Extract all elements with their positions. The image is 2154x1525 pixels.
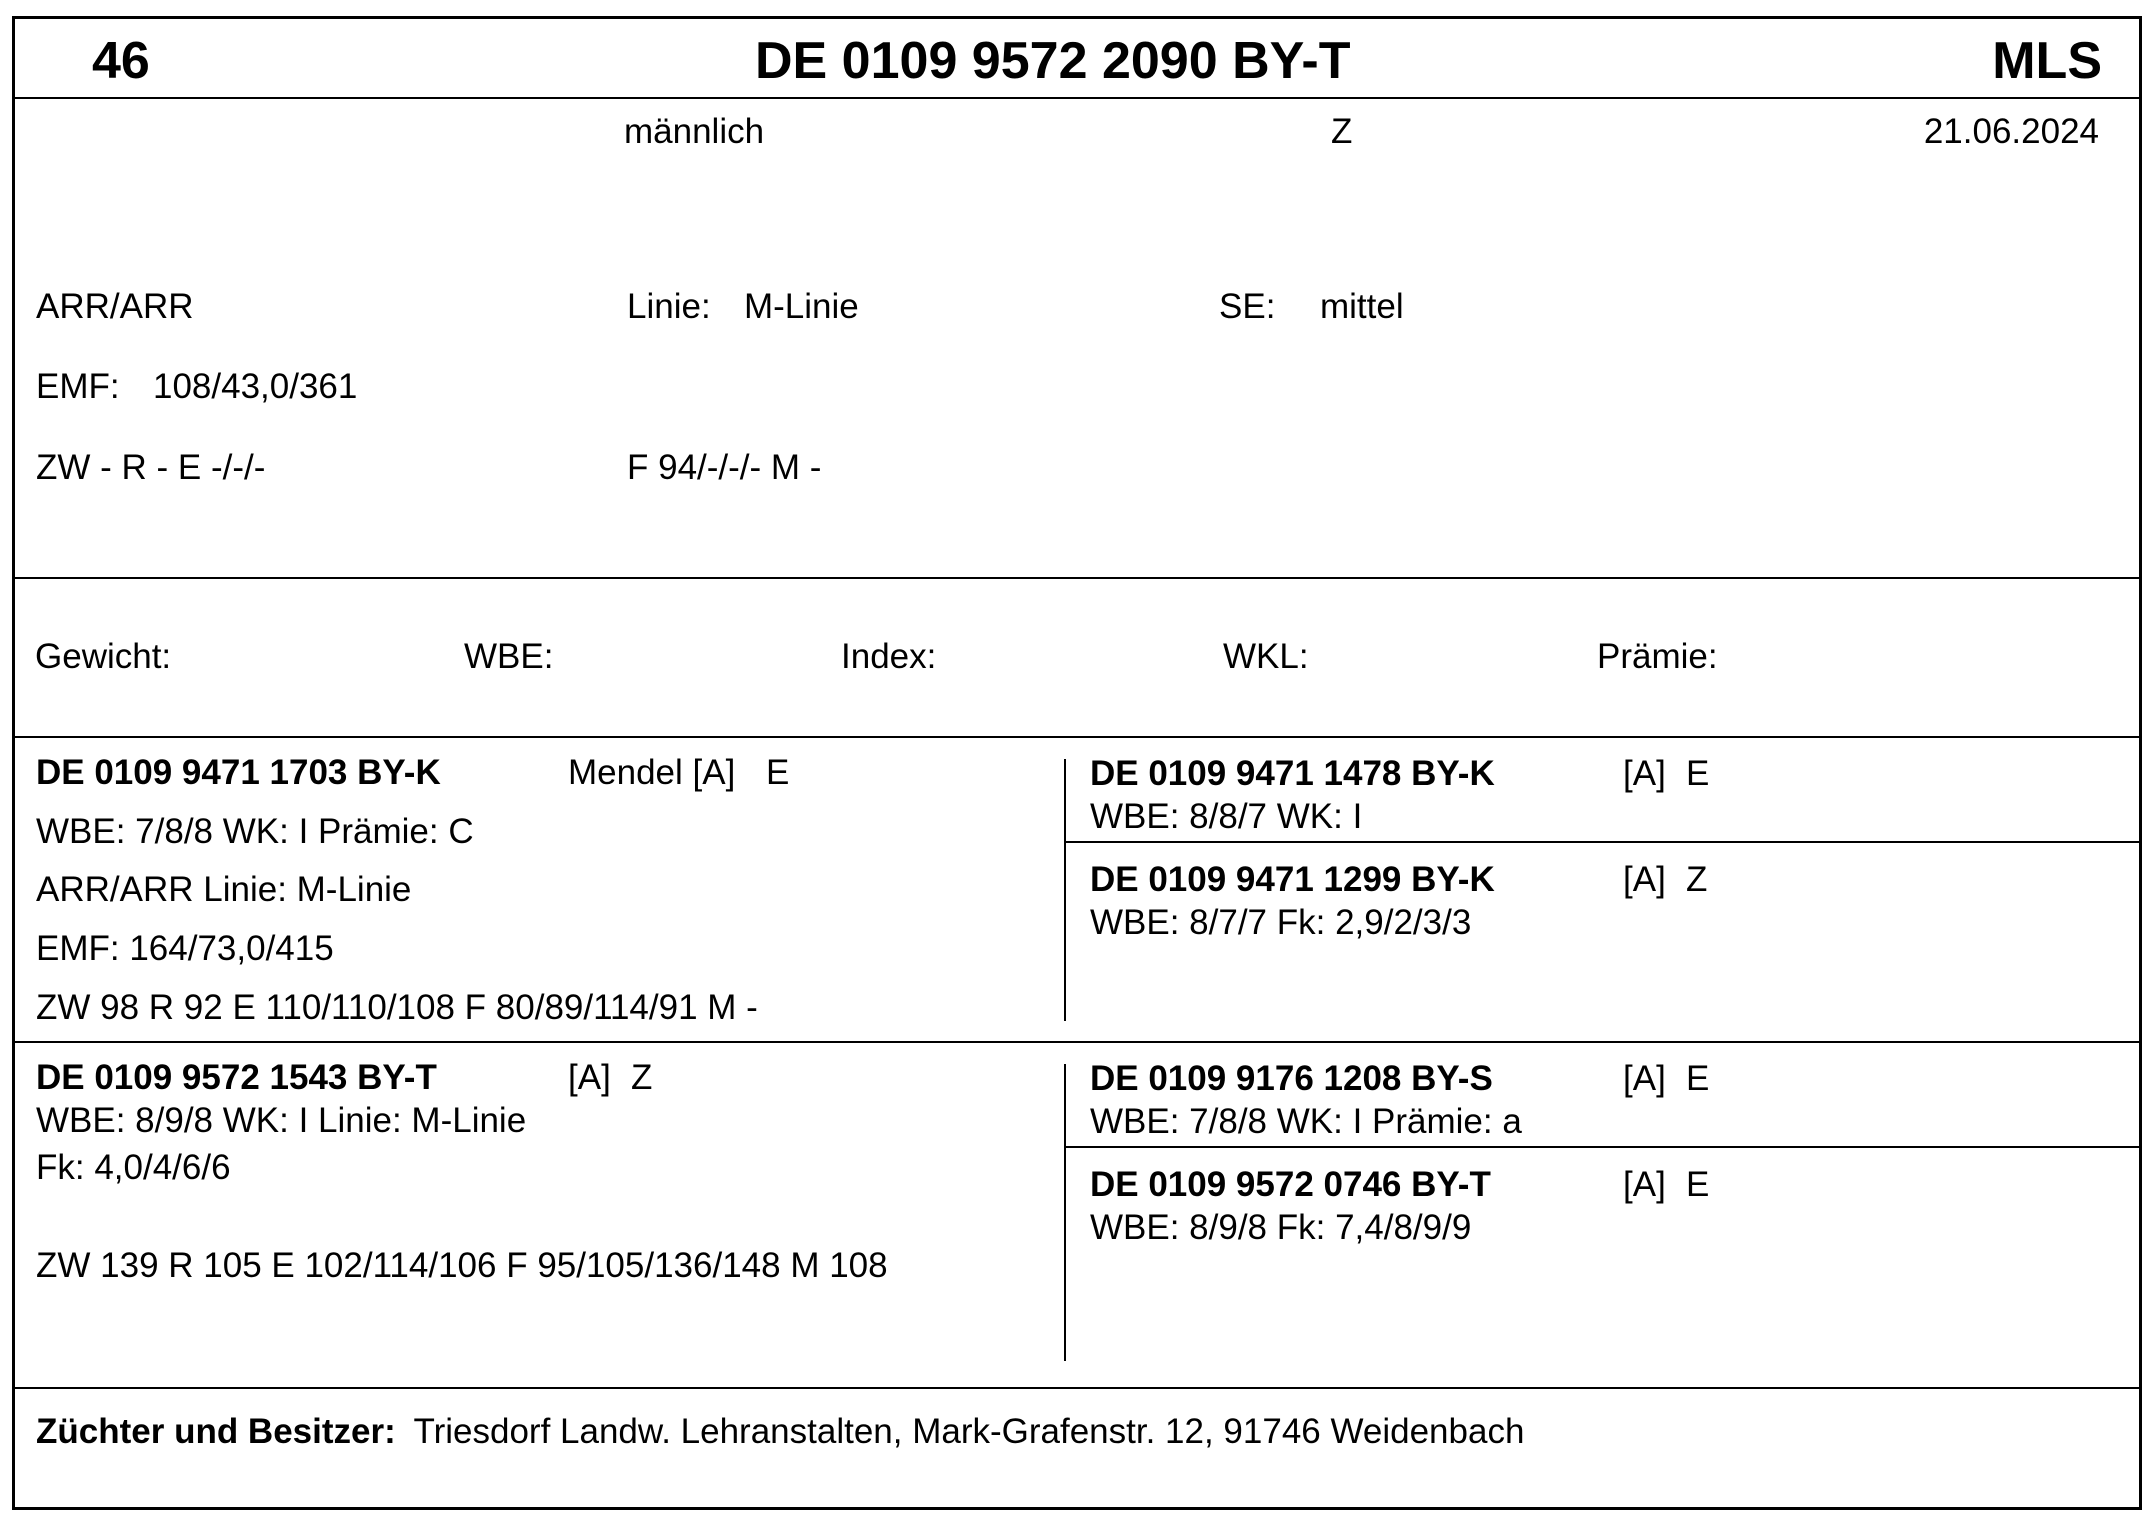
birth-date: 21.06.2024 — [1923, 112, 2099, 151]
breeding-code: Z — [1331, 112, 1353, 151]
wbe-label: WBE: — [464, 637, 554, 676]
se-label: SE: — [1219, 287, 1276, 326]
weight-label: Gewicht: — [35, 637, 172, 676]
dam-sire-tag: [A] — [1623, 1059, 1666, 1098]
dam-code: Z — [631, 1058, 653, 1097]
animal-card — [12, 16, 2142, 1510]
ear-tag-title: DE 0109 9572 2090 BY-T — [755, 32, 1351, 90]
genotype-value: ARR/ARR — [36, 287, 194, 326]
wkl-label: WKL: — [1223, 637, 1309, 676]
sire-dam-tag: [A] — [1623, 860, 1666, 899]
sex-value: männlich — [624, 112, 765, 151]
dam-section-divider — [15, 1387, 2139, 1389]
dam-dam-id: DE 0109 9572 0746 BY-T — [1090, 1165, 1491, 1204]
sire-dam-id: DE 0109 9471 1299 BY-K — [1090, 860, 1495, 899]
linie-label: Linie: — [627, 287, 711, 326]
sire-line-3: EMF: 164/73,0/415 — [36, 929, 334, 968]
sire-sire-line-1: WBE: 8/8/7 WK: I — [1090, 797, 1363, 836]
dam-dam-code: E — [1686, 1165, 1710, 1204]
sire-sire-id: DE 0109 9471 1478 BY-K — [1090, 754, 1495, 793]
dam-column-divider — [1064, 1064, 1066, 1361]
se-value: mittel — [1320, 287, 1404, 326]
sire-sire-tag: [A] — [1623, 754, 1666, 793]
dam-dam-line-1: WBE: 8/9/8 Fk: 7,4/8/9/9 — [1090, 1208, 1472, 1247]
header-divider — [15, 97, 2139, 99]
sire-id: DE 0109 9471 1703 BY-K — [36, 753, 441, 792]
breeder-value: Triesdorf Landw. Lehranstalten, Mark-Grafenstr. 12, 91746 Weidenbach — [413, 1412, 1525, 1451]
sire-line-1: WBE: 7/8/8 WK: I Prämie: C — [36, 812, 474, 851]
sire-code: E — [766, 753, 790, 792]
dam-line-3: ZW 139 R 105 E 102/114/106 F 95/105/136/148 M 108 — [36, 1246, 888, 1285]
sire-dam-line-1: WBE: 8/7/7 Fk: 2,9/2/3/3 — [1090, 903, 1472, 942]
emf-label: EMF: — [36, 367, 120, 406]
sire-section-divider — [15, 1041, 2139, 1043]
dam-tag: [A] — [568, 1058, 611, 1097]
f-values-line: F 94/-/-/- M - — [627, 448, 822, 487]
sire-dam-code: Z — [1686, 860, 1708, 899]
dam-line-1: WBE: 8/9/8 WK: I Linie: M-Linie — [36, 1101, 527, 1140]
catalog-number: 46 — [92, 32, 150, 90]
sire-sire-code: E — [1686, 754, 1710, 793]
sire-line-2: ARR/ARR Linie: M-Linie — [36, 870, 412, 909]
info-divider — [15, 577, 2139, 579]
breeding-values-line: ZW - R - E -/-/- — [36, 448, 266, 487]
sire-line-4: ZW 98 R 92 E 110/110/108 F 80/89/114/91 M - — [36, 988, 758, 1027]
breeder-owner — [36, 1414, 1524, 1449]
breed-code: MLS — [1992, 32, 2102, 90]
dam-sire-code: E — [1686, 1059, 1710, 1098]
sire-column-divider — [1064, 759, 1066, 1021]
sire-ancestors-divider — [1065, 841, 2139, 843]
dam-id: DE 0109 9572 1543 BY-T — [36, 1058, 437, 1097]
performance-divider — [15, 736, 2139, 738]
praemie-label: Prämie: — [1597, 637, 1718, 676]
dam-line-2: Fk: 4,0/4/6/6 — [36, 1148, 231, 1187]
dam-sire-id: DE 0109 9176 1208 BY-S — [1090, 1059, 1493, 1098]
sire-name: Mendel [A] — [568, 753, 736, 792]
dam-sire-line-1: WBE: 7/8/8 WK: I Prämie: a — [1090, 1102, 1522, 1141]
index-label: Index: — [841, 637, 937, 676]
emf-value: 108/43,0/361 — [153, 367, 358, 406]
linie-value: M-Linie — [744, 287, 859, 326]
dam-ancestors-divider — [1065, 1146, 2139, 1148]
breeder-label: Züchter und Besitzer: — [36, 1412, 396, 1451]
dam-dam-tag: [A] — [1623, 1165, 1666, 1204]
